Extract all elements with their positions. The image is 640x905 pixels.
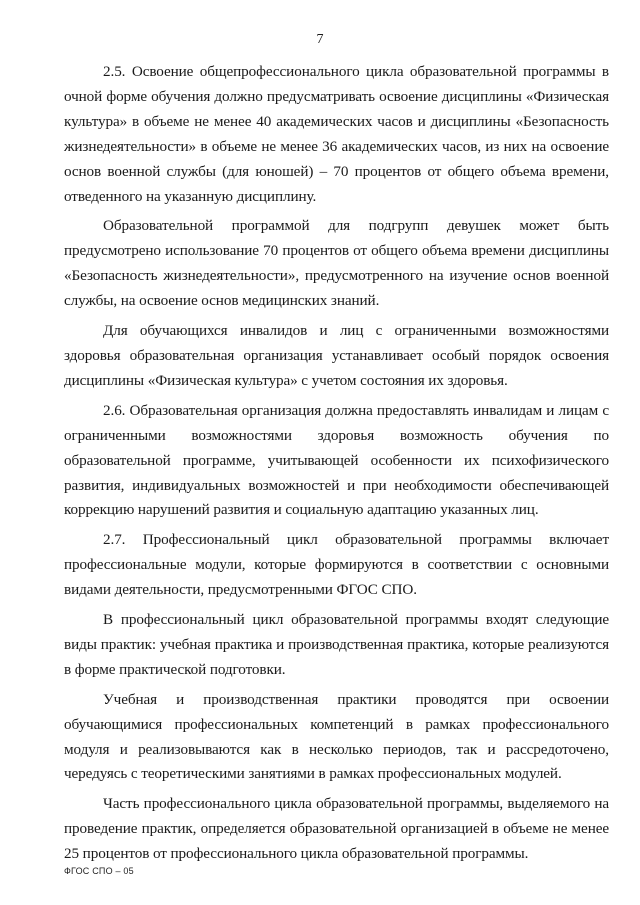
paragraph-practice-share: Часть профессионального цикла образовательной программы, выделяемого на проведение практик, определяется образовательной организацией в объеме не менее 25 процентов от профессионального цикла образовательной программы. — [64, 795, 609, 863]
paragraph-practice-conduct: Учебная и производственная практики проводятся при освоении обучающимися профессиональных компетенций в рамках профессионального модуля и реализовываются как в несколько периодов, так и рассредоточено, чередуясь с теоретическими занятиями в рамках профессиональных модулей. — [64, 690, 609, 783]
paragraph-disabled-pe: Для обучающихся инвалидов и лиц с ограниченными возможностями здоровья образовательная организация устанавливает особый порядок освоения дисциплины «Физическая культура» с учетом состояния их здоровья. — [64, 322, 609, 389]
paragraph-2-7: 2.7. Профессиональный цикл образовательной программы включает профессиональные модули, которые формируются в соответствии с основными видами деятельности, предусмотренными ФГОС СПО. — [64, 531, 609, 599]
document-body — [64, 60, 609, 872]
paragraph-2-6: 2.6. Образовательная организация должна предоставлять инвалидам и лицам с ограниченными возможностями здоровья возможность обучения по образовательной программе, учитывающей особенности их психофизического развития, индивидуальных возможностей и при необходимости обеспечивающей коррекцию нарушений развития и социальную адаптацию указанных лиц. — [64, 401, 609, 519]
paragraph-2-5: 2.5. Освоение общепрофессионального цикла образовательной программы в очной форме обучения должно предусматривать освоение дисциплины «Физическая культура» в объеме не менее 40 академических часов и дисциплины «Безопасность жизнедеятельности» в объеме не менее 36 академических часов, из них на освоение основ военной службы (для юношей) – 70 процентов от общего объема времени, отведенного на указанную дисциплину. — [64, 63, 609, 205]
page-number: 7 — [316, 32, 324, 47]
paragraph-girls-subgroups: Образовательной программой для подгрупп девушек может быть предусмотрено использование 70 процентов от общего объема времени дисциплины «Безопасность жизнедеятельности», предусмотренного на изучение основ военной службы, на освоение основ медицинских знаний. — [64, 217, 609, 310]
paragraph-practice-types: В профессиональный цикл образовательной программы входят следующие виды практик: учебная практика и производственная практика, которые реализуются в форме практической подготовки. — [64, 611, 609, 678]
footer-label: ФГОС СПО – 05 — [64, 866, 134, 876]
